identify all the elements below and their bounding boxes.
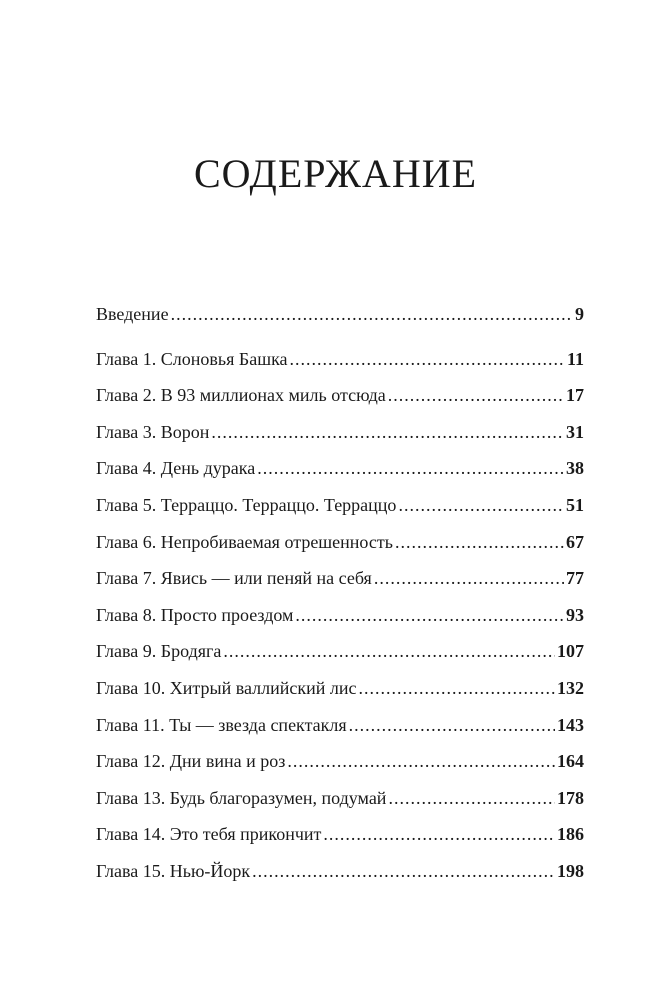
toc-entry-chapter-6[interactable]	[96, 524, 584, 561]
toc-entry-label: Глава 8. Просто проездом	[96, 604, 294, 625]
toc-entry-chapter-12[interactable]	[96, 743, 584, 780]
toc-page-number: 198	[557, 860, 584, 881]
toc-page-number: 17	[566, 385, 584, 406]
toc-entry-chapter-3[interactable]	[96, 414, 584, 451]
dot-leader	[388, 780, 555, 817]
toc-page-number: 11	[566, 348, 584, 369]
page-title: СОДЕРЖАНИЕ	[193, 151, 478, 196]
dot-leader	[395, 524, 564, 561]
toc-entry-chapter-11[interactable]	[96, 707, 584, 744]
dot-leader	[388, 377, 564, 414]
toc-entry-label: Глава 9. Бродяга	[96, 641, 222, 662]
dot-leader	[171, 296, 573, 333]
toc-entry-chapter-13[interactable]	[96, 780, 584, 817]
table-of-contents	[96, 296, 584, 890]
toc-entry-label: Глава 3. Ворон	[96, 421, 210, 442]
toc-entry-chapter-5[interactable]	[96, 487, 584, 524]
toc-entry-chapter-10[interactable]	[96, 670, 584, 707]
toc-page-number: 186	[557, 824, 584, 845]
dot-leader	[223, 633, 555, 670]
toc-entry-label: Глава 7. Явись — или пеняй на себя	[96, 568, 372, 589]
toc-entry-label: Глава 14. Это тебя прикончит	[96, 824, 322, 845]
dot-leader	[323, 816, 555, 853]
toc-entry-label: Глава 15. Нью-Йорк	[96, 860, 251, 881]
toc-page-number: 93	[566, 604, 584, 625]
toc-entry-chapter-7[interactable]	[96, 560, 584, 597]
toc-entry-label: Глава 5. Терраццо. Терраццо. Терраццо	[96, 494, 397, 515]
toc-page-number: 67	[566, 531, 584, 552]
dot-leader	[349, 707, 555, 744]
toc-entry-label: Глава 6. Непробиваемая отрешенность	[96, 531, 393, 552]
toc-page-number: 31	[566, 421, 584, 442]
toc-page-number: 51	[566, 494, 584, 515]
dot-leader	[358, 670, 555, 707]
dot-leader	[374, 560, 564, 597]
toc-entry-label: Глава 11. Ты — звезда спектакля	[96, 714, 347, 735]
toc-page-number: 178	[557, 787, 584, 808]
dot-leader	[290, 341, 565, 378]
dot-leader	[257, 450, 564, 487]
toc-entry-introduction[interactable]	[96, 296, 584, 333]
toc-entry-chapter-15[interactable]	[96, 853, 584, 890]
toc-page-number: 38	[566, 458, 584, 479]
toc-entry-label: Глава 4. День дурака	[96, 458, 256, 479]
toc-entry-chapter-14[interactable]	[96, 816, 584, 853]
toc-entry-chapter-1[interactable]	[96, 341, 584, 378]
toc-page-number: 143	[557, 714, 584, 735]
toc-entry-label: Глава 12. Дни вина и роз	[96, 751, 286, 772]
toc-page-number: 77	[566, 568, 584, 589]
toc-entry-chapter-2[interactable]	[96, 377, 584, 414]
toc-page-number: 164	[557, 751, 584, 772]
toc-page-number: 107	[557, 641, 584, 662]
toc-entry-chapter-9[interactable]	[96, 633, 584, 670]
dot-leader	[287, 743, 555, 780]
toc-entry-label: Глава 1. Слоновья Башка	[96, 348, 288, 369]
toc-entry-chapter-4[interactable]	[96, 450, 584, 487]
toc-page-number: 132	[557, 677, 584, 698]
dot-leader	[252, 853, 555, 890]
toc-page-number: 9	[575, 304, 584, 324]
toc-entry-label: Глава 13. Будь благоразумен, подумай	[96, 787, 387, 808]
toc-entry-label: Введение	[96, 304, 169, 324]
dot-leader	[295, 597, 564, 634]
dot-leader	[211, 414, 564, 451]
toc-entry-chapter-8[interactable]	[96, 597, 584, 634]
toc-entry-label: Глава 10. Хитрый валлийский лис	[96, 677, 357, 698]
toc-entry-label: Глава 2. В 93 миллионах миль отсюда	[96, 385, 386, 406]
dot-leader	[398, 487, 564, 524]
